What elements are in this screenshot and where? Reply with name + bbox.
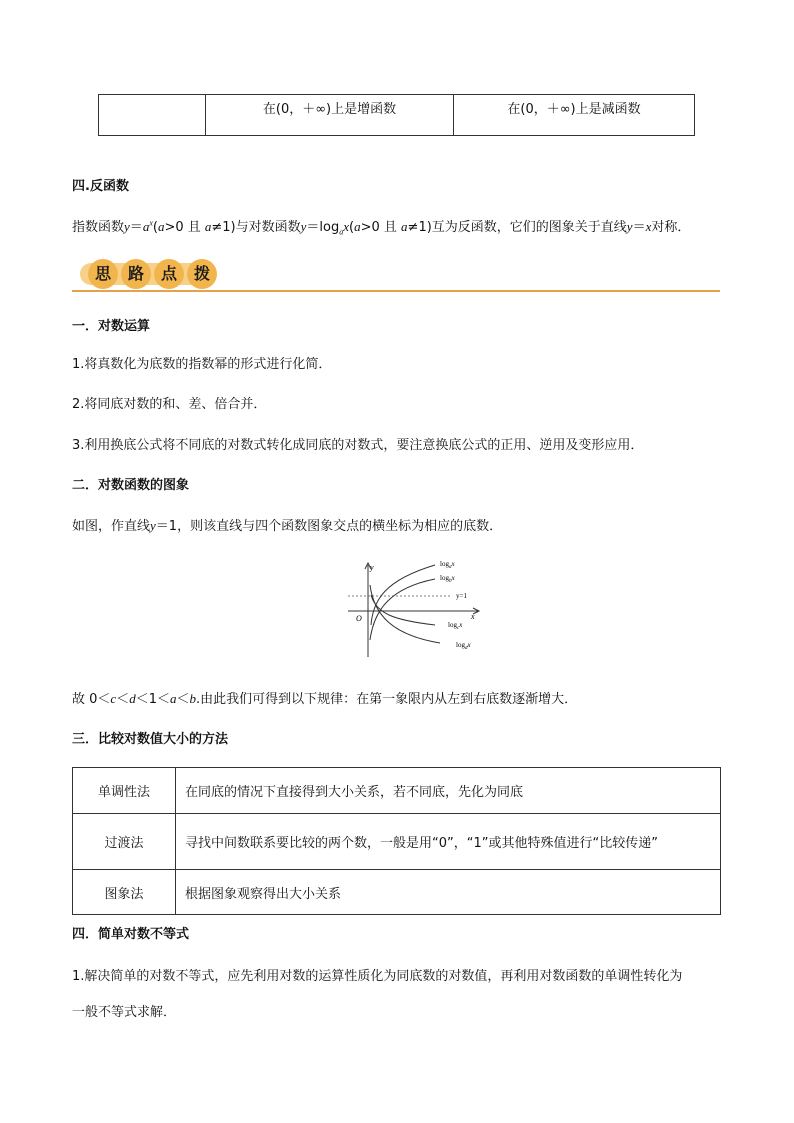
origin-label: O bbox=[356, 614, 362, 623]
inequality-paragraph-line2: 一般不等式求解． bbox=[72, 1005, 177, 1020]
graph-intro-paragraph: 如图，作直线y＝1，则该直线与四个函数图象交点的横坐标为相应的底数． bbox=[72, 518, 503, 534]
table-cell-empty bbox=[99, 95, 206, 136]
table-cell-decreasing: 在(0，＋∞)上是减函数 bbox=[454, 95, 695, 136]
table-row bbox=[73, 870, 721, 915]
banner-divider bbox=[72, 290, 720, 292]
graph-conclusion-paragraph: 故 0＜c＜d＜1＜a＜b.由此我们可得到以下规律：在第一象限内从左到右底数逐渐增大． bbox=[72, 691, 578, 707]
curve-log-d bbox=[370, 585, 440, 643]
method-name: 图象法 bbox=[73, 870, 176, 915]
curve-label-log-d: $\log_dx$ bbox=[456, 641, 471, 651]
inverse-function-paragraph: 指数函数$y=a^x(a>0$ 且 a≠1)与对数函数$y=\log_ax(a>0$ 且 a≠1)互为反函数，它们的图象关于直线y＝x对称． bbox=[72, 218, 691, 237]
table-cell-increasing: 在(0，＋∞)上是增函数 bbox=[206, 95, 454, 136]
method-description: 在同底的情况下直接得到大小关系，若不同底，先化为同底 bbox=[176, 768, 721, 814]
banner-char-2: 路 bbox=[121, 259, 151, 289]
section-title-log-operations: 一．对数运算 bbox=[72, 319, 151, 334]
y-axis-label: y bbox=[370, 563, 374, 572]
compare-methods-table bbox=[72, 767, 721, 915]
line-y1-label: y=1 bbox=[456, 592, 467, 600]
section-title-compare-methods: 三．比较对数值大小的方法 bbox=[72, 732, 229, 747]
section-title-log-graphs: 二．对数函数的图象 bbox=[72, 478, 190, 493]
curve-label-log-a: $\log_ax$ bbox=[440, 560, 455, 570]
method-name: 过渡法 bbox=[73, 814, 176, 870]
inequality-paragraph-line1: 1.解决简单的对数不等式，应先利用对数的运算性质化为同底数的对数值，再利用对数函数的单调性转化为 bbox=[72, 969, 683, 984]
x-axis-label: x bbox=[471, 612, 475, 621]
method-name: 单调性法 bbox=[73, 768, 176, 814]
section-title-inverse: 四.反函数 bbox=[72, 179, 129, 194]
list-item: 1.将真数化为底数的指数幂的形式进行化简． bbox=[72, 357, 332, 372]
list-item: 2.将同底对数的和、差、倍合并． bbox=[72, 397, 267, 412]
banner-char-1: 思 bbox=[88, 259, 118, 289]
monotonicity-table bbox=[98, 94, 695, 136]
method-description: 寻找中间数联系要比较的两个数，一般是用“0”，“1”或其他特殊值进行“比较传递” bbox=[176, 814, 721, 870]
table-row bbox=[73, 768, 721, 814]
curve-log-c bbox=[371, 595, 435, 625]
curve-label-log-c: $\log_cx$ bbox=[448, 621, 463, 631]
log-functions-graph bbox=[340, 555, 485, 663]
banner-char-4: 拨 bbox=[187, 259, 217, 289]
banner-char-3: 点 bbox=[154, 259, 184, 289]
curve-log-a bbox=[371, 565, 435, 625]
method-description: 根据图象观察得出大小关系 bbox=[176, 870, 721, 915]
list-item: 3.利用换底公式将不同底的对数式转化成同底的对数式，要注意换底公式的正用、逆用及变形应用． bbox=[72, 438, 644, 453]
section-title-log-inequalities: 四．简单对数不等式 bbox=[72, 927, 190, 942]
curve-label-log-b: $\log_bx$ bbox=[440, 574, 455, 584]
table-row bbox=[73, 814, 721, 870]
